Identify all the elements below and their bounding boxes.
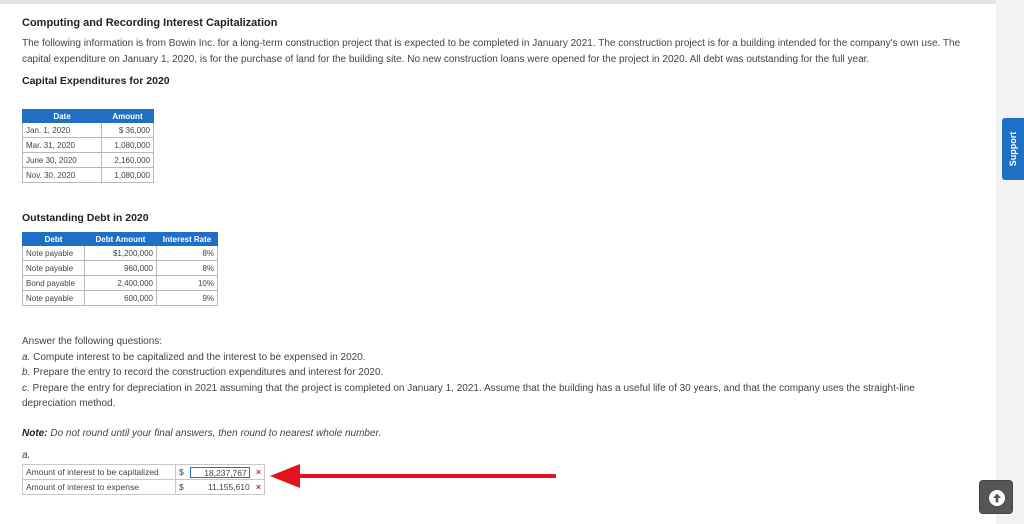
capex-date: Jan. 1, 2020 (23, 123, 102, 138)
debt-amount: 960,000 (85, 261, 157, 276)
red-arrow-annotation (268, 461, 560, 491)
capex-amount: 2,160,000 (102, 153, 154, 168)
currency-symbol: $ (176, 465, 187, 480)
capex-amount: 1,080,000 (102, 168, 154, 183)
question-a-text: Compute interest to be capitalized and the interest to be expensed in 2020. (30, 351, 366, 363)
debt-type: Note payable (23, 246, 85, 261)
answer-label: Amount of interest to be capitalized (23, 465, 176, 480)
debt-rate: 8% (157, 246, 218, 261)
table-row (23, 246, 218, 261)
capex-date: Mar. 31, 2020 (23, 138, 102, 153)
debt-amount: 600,000 (85, 291, 157, 306)
table-row (23, 168, 154, 183)
capex-date: Nov. 30, 2020 (23, 168, 102, 183)
capex-amount: 1,080,000 (102, 138, 154, 153)
top-divider (0, 0, 996, 4)
question-b (22, 365, 966, 381)
support-label: Support (1008, 131, 1018, 167)
question-b-letter: b. (22, 367, 31, 379)
question-a-letter: a. (22, 351, 31, 363)
debt-rate: 10% (157, 276, 218, 291)
scroll-to-top-button[interactable] (979, 480, 1013, 514)
questions-intro: Answer the following questions: (22, 336, 163, 347)
problem-header (22, 16, 966, 88)
debt-col-debt: Debt (23, 233, 85, 246)
problem-title: Computing and Recording Interest Capitalization (22, 17, 278, 29)
debt-col-rate: Interest Rate (157, 233, 218, 246)
arrow-up-glyph (989, 490, 1005, 506)
debt-amount: 2,400,000 (85, 276, 157, 291)
capex-heading: Capital Expenditures for 2020 (22, 75, 170, 87)
debt-amount: $1,200,000 (85, 246, 157, 261)
question-b-text: Prepare the entry to record the construction expenditures and interest for 2020. (30, 367, 384, 379)
capex-col-amount: Amount (102, 110, 154, 123)
answer-row (23, 480, 265, 495)
outstanding-debt-table (22, 232, 218, 306)
support-tab[interactable] (1002, 118, 1024, 180)
answer-cell (187, 465, 253, 480)
table-row (23, 138, 154, 153)
table-row (23, 153, 154, 168)
question-c (22, 381, 966, 412)
debt-type: Bond payable (23, 276, 85, 291)
rounding-note (22, 428, 381, 439)
question-c-letter: c. (22, 382, 30, 394)
note-label: Note: (22, 428, 48, 439)
questions-block (22, 334, 966, 412)
answer-row (23, 465, 265, 480)
capex-col-date: Date (23, 110, 102, 123)
question-c-text: Prepare the entry for depreciation in 2021 assuming that the project is completed on January 1, 2021. Assume that the building has a useful life of 30 years, and that the company uses the straight-line depreciation method. (22, 382, 915, 410)
answer-table (22, 464, 265, 495)
note-text: Do not round until your final answers, then round to nearest whole number. (47, 428, 382, 439)
table-row (23, 123, 154, 138)
debt-heading: Outstanding Debt in 2020 (22, 212, 149, 224)
arrow-up-circle-icon (989, 490, 1005, 506)
debt-rate: 8% (157, 261, 218, 276)
currency-symbol: $ (176, 480, 187, 495)
capital-expenditures-table (22, 109, 154, 183)
answer-label: Amount of interest to expense (23, 480, 176, 495)
x-mark-icon: × (253, 465, 265, 480)
right-gutter (996, 0, 1024, 524)
debt-type: Note payable (23, 261, 85, 276)
table-row (23, 276, 218, 291)
capex-amount: $ 36,000 (102, 123, 154, 138)
capex-date: June 30, 2020 (23, 153, 102, 168)
debt-col-amount: Debt Amount (85, 233, 157, 246)
question-a (22, 350, 966, 366)
debt-type: Note payable (23, 291, 85, 306)
interest-expense-input[interactable]: 11,155,610 (187, 480, 253, 495)
debt-rate: 9% (157, 291, 218, 306)
problem-intro: The following information is from Bowin Inc. for a long-term construction project that is expected to be completed in January 2021. The construction project is for a building intended for the company's own use. The capital expenditure on January 1, 2020, is for the purchase of land for the building site. No new construction loans were opened for the project in 2020. All debt was outstanding for the full year. (22, 38, 961, 65)
part-a-label: a. (22, 450, 31, 461)
table-row (23, 291, 218, 306)
table-row (23, 261, 218, 276)
x-mark-icon: × (253, 480, 265, 495)
interest-capitalized-input[interactable]: 18,237,767 (190, 467, 250, 478)
arrow-head (270, 464, 300, 488)
